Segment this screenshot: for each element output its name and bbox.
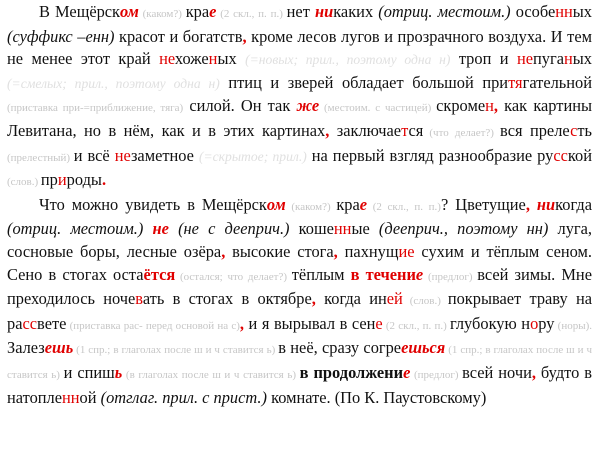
text-run: высокие стога: [225, 241, 334, 261]
text-run: в неё, сразу согре: [278, 338, 402, 358]
highlighted-punctuation: ,: [333, 241, 338, 261]
text-run: ать в стогах в октябре: [142, 289, 312, 309]
text-run: и я вырывал в сен: [244, 313, 376, 333]
grammar-note: (=скрытое; прил.): [198, 148, 307, 164]
grammar-note: (1 спр.; в глаголах после ш и ч ставится ь): [73, 344, 279, 357]
highlighted-punctuation: ,: [311, 289, 316, 309]
highlighted-punctuation: ,: [531, 362, 536, 382]
text-run: Залез: [7, 338, 45, 358]
text-run: пахнущ: [337, 241, 399, 261]
text-run: пр: [40, 170, 58, 190]
grammar-note: (слов.): [7, 176, 41, 189]
grammar-note: (слов.): [402, 295, 448, 308]
text-run: В Мещёрск: [39, 2, 121, 21]
highlighted-letters: тя: [508, 72, 523, 92]
text-run: пугa: [533, 49, 564, 69]
highlighted-letters: н: [485, 96, 494, 116]
grammar-comment: (отриц. местоим.): [378, 2, 511, 21]
highlighted-letters: о: [530, 313, 539, 333]
grammar-note: (что делает?): [423, 126, 501, 139]
text-run: кра: [336, 194, 360, 214]
text-run: нет: [286, 2, 315, 21]
highlighted-ending: же: [296, 96, 320, 116]
highlighted-letters: нн: [62, 387, 80, 407]
highlighted-ending: ом: [266, 194, 286, 214]
highlighted-letters: с: [570, 120, 578, 140]
text-run: ть: [577, 120, 592, 140]
text-run: Что можно увидеть в Мещёрск: [39, 194, 267, 214]
paragraph-2: [7, 194, 592, 409]
grammar-note: (прелестный): [7, 151, 74, 164]
text-run: заключае: [329, 120, 402, 140]
text-run: как картины Левитана, но в нём, как и в этих картинах: [7, 96, 592, 140]
highlighted-letters: е: [375, 313, 383, 333]
text-run: ых: [217, 49, 246, 69]
text-run: ых: [572, 2, 592, 21]
paragraph-1: [7, 1, 592, 194]
text-run: кроме лесов лугов и прозрачного воздуха. И тем не менее этот край: [7, 26, 592, 69]
text-run: роды: [66, 170, 102, 190]
grammar-comment: (суффикс –енн): [7, 26, 115, 46]
grammar-note: (каком?): [285, 200, 337, 213]
highlighted-letters: в: [135, 289, 143, 309]
bold-text: в продолжени: [299, 362, 404, 382]
grammar-note: (приставка рас- перед основой на с): [66, 319, 240, 332]
grammar-note: (предлог): [410, 368, 463, 381]
highlighted-letters: и: [57, 170, 67, 190]
highlighted-punctuation: ,: [525, 194, 530, 214]
text-run: красот и богатств: [114, 26, 243, 46]
highlighted-ending: е: [415, 264, 424, 284]
grammar-note: (1 спр.; в глаголах после ш и ч ставится ь): [7, 344, 592, 381]
grammar-note: (приставка при-=приближение, тяга): [7, 102, 184, 115]
text-run: особе: [510, 2, 556, 21]
text-run: глубокую н: [449, 313, 531, 333]
grammar-note: (местоим. с частицей): [319, 102, 437, 115]
text-run: кой: [567, 145, 592, 165]
highlighted-ending: е: [359, 194, 368, 214]
highlighted-punctuation: .: [101, 170, 107, 190]
highlighted-ending: ни: [315, 2, 334, 21]
grammar-note: (в глаголах после ш и ч ставится ь): [122, 368, 300, 381]
highlighted-letters: н: [564, 49, 573, 69]
text-run: силой. Он так: [183, 96, 297, 116]
highlighted-letters: ие: [398, 241, 415, 261]
grammar-note: (норы).: [554, 319, 593, 332]
text-run: будто в натопле: [7, 362, 593, 407]
highlighted-ending: не: [152, 219, 169, 239]
highlighted-letters: не: [114, 145, 131, 165]
highlighted-letters: сс: [553, 145, 568, 165]
text-run: тёплым: [291, 264, 351, 284]
text-run: птиц и зверей обладает большой при: [219, 72, 509, 92]
text-run: ся: [408, 120, 424, 140]
text-run: ру: [538, 313, 555, 333]
highlighted-punctuation: ,: [325, 120, 330, 140]
text-run: всей зимы. Мне преходилось ноче: [7, 264, 592, 309]
highlighted-ending: ешься: [401, 338, 446, 358]
highlighted-ending: е: [403, 362, 411, 382]
grammar-note: (=новых; прил., поэтому одна н): [245, 52, 451, 68]
text-run: гательной: [522, 72, 592, 92]
text-run: вете: [37, 313, 67, 333]
highlighted-letters: нн: [333, 219, 352, 239]
grammar-note: (остался; что делает?): [175, 270, 292, 283]
highlighted-ending: ни: [536, 194, 556, 214]
text-run: каких: [333, 2, 379, 21]
text-run: комнате. (По К. Паустовскому): [266, 387, 487, 407]
grammar-note: (=смелых; прил., поэтому одна н): [7, 75, 220, 91]
highlighted-ending: е: [209, 2, 217, 21]
highlighted-letters: не: [159, 49, 175, 69]
text-run: всей ночи: [462, 362, 532, 382]
grammar-note: (каком?): [138, 8, 186, 20]
highlighted-ending: ом: [120, 2, 139, 21]
text-run: кошe: [289, 219, 334, 239]
grammar-note: (2 скл., п. п.): [216, 8, 287, 20]
text-run: кра: [185, 2, 210, 21]
highlighted-punctuation: ,: [242, 26, 247, 46]
text-run: [530, 195, 537, 214]
text-run: заметное: [130, 145, 199, 165]
highlighted-letters: ей: [386, 289, 403, 309]
grammar-comment: (не с дееприч.): [178, 219, 290, 239]
highlighted-punctuation: ,: [493, 96, 498, 116]
text-run: ые: [351, 219, 379, 239]
highlighted-punctuation: ,: [239, 313, 244, 333]
highlighted-letters: т: [401, 120, 409, 140]
text-run: ? Цветущие: [440, 194, 526, 214]
text-run: луга, сосновые боры, лесные озёра: [7, 219, 592, 261]
text-run: когда ин: [315, 289, 387, 309]
text-run: [169, 219, 178, 238]
text-run: и спиш: [63, 362, 115, 382]
text-run: и всё: [73, 145, 115, 165]
grammar-note: (2 скл., п. п.): [382, 319, 450, 332]
text-run: когда: [555, 194, 592, 214]
highlighted-punctuation: в течени: [350, 264, 416, 284]
text-run: скроме: [436, 96, 486, 116]
grammar-comment: (отриц. местоим.): [7, 219, 144, 239]
grammar-note: (предлог): [423, 270, 478, 283]
grammar-comment: (отглаг. прил. с прист.): [100, 387, 267, 407]
highlighted-punctuation: ,: [221, 241, 226, 261]
text-run: [143, 219, 152, 238]
text-run: сухим и тёплым сеном. Сено в стогах оста: [7, 241, 592, 284]
text-run: троп и: [450, 49, 517, 69]
highlighted-ending: ешь: [44, 338, 74, 358]
highlighted-letters: не: [516, 49, 534, 69]
text-run: ой: [79, 387, 101, 407]
highlighted-letters: н: [208, 49, 218, 69]
highlighted-letters: сс: [22, 313, 38, 333]
text-run: покрывает траву на ра: [7, 289, 592, 333]
highlighted-punctuation: ётся: [143, 264, 176, 284]
text-run: ых: [572, 49, 592, 69]
text-run: вся преле: [500, 120, 571, 140]
grammar-comment: (дееприч., поэтому нн): [378, 219, 549, 239]
text-run: хоже: [174, 49, 209, 69]
highlighted-letters: нн: [555, 2, 573, 21]
text-run: на первый взгляд разнообразие ру: [306, 145, 554, 165]
grammar-note: (2 скл., п. п.): [367, 200, 441, 213]
highlighted-ending: ь: [114, 362, 123, 382]
